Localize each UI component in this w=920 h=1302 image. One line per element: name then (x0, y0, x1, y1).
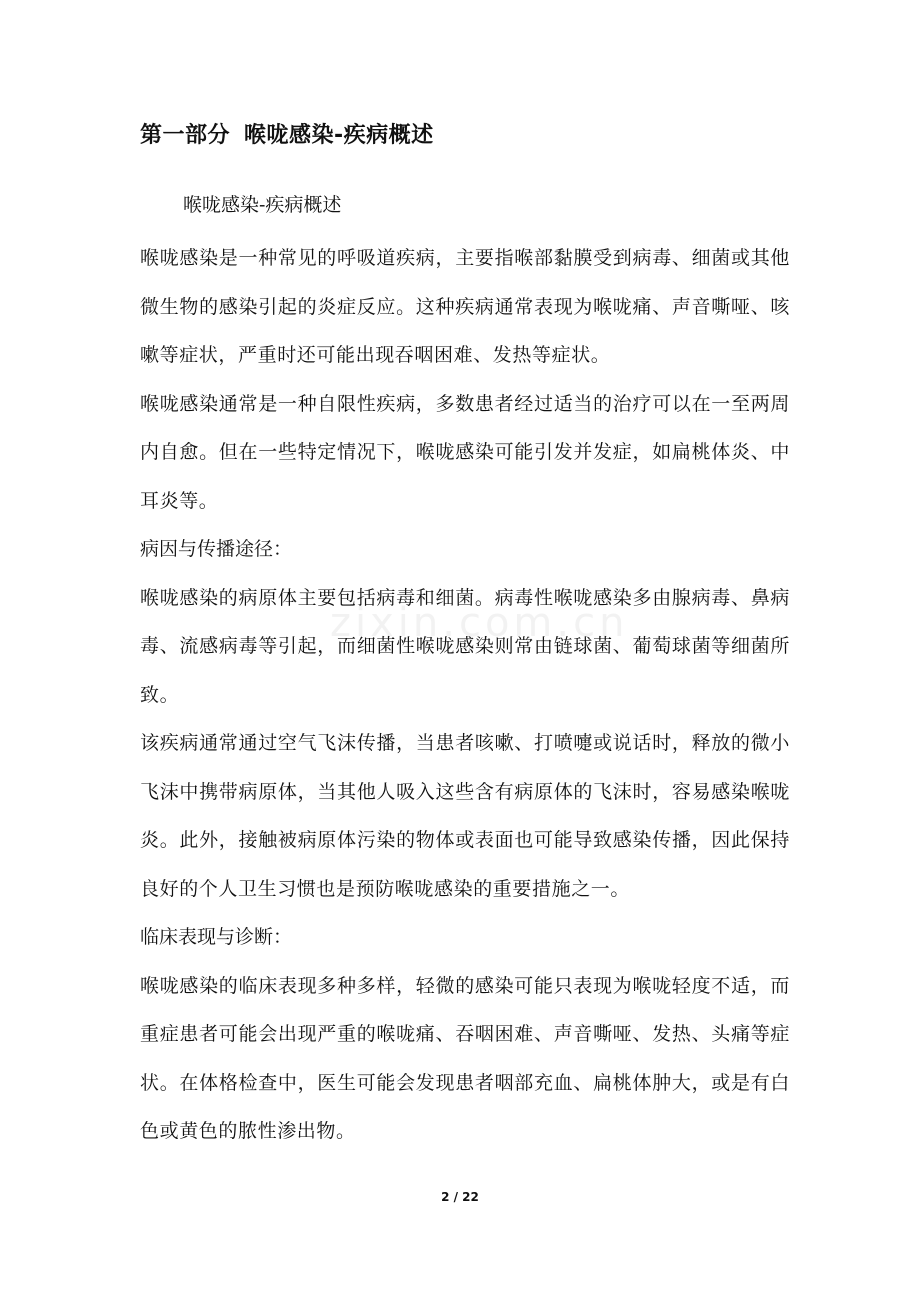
paragraph-prognosis: 喉咙感染通常是一种自限性疾病，多数患者经过适当的治疗可以在一至两周内自愈。但在一些特定情况下，喉咙感染可能引发并发症，如扁桃体炎、中耳炎等。 (140, 392, 790, 512)
paragraph-pathogens: 喉咙感染的病原体主要包括病毒和细菌。病毒性喉咙感染多由腺病毒、鼻病毒、流感病毒等引起，而细菌性喉咙感染则常由链球菌、葡萄球菌等细菌所致。 (140, 586, 790, 706)
section-part-label: 第一部分 (140, 123, 231, 148)
label-cause-transmission: 病因与传播途径： (140, 538, 293, 560)
paragraph-clinical: 喉咙感染的临床表现多种多样，轻微的感染可能只表现为喉咙轻度不适，而重症患者可能会出现严重的喉咙痛、吞咽困难、声音嘶哑、发热、头痛等症状。在体格检查中，医生可能会发现患者咽部充血、扁桃体肿大，或是有白色或黄色的脓性渗出物。 (140, 974, 790, 1142)
body-text (140, 234, 790, 1156)
section-heading (140, 118, 434, 149)
section-title: 喉咙感染-疾病概述 (244, 123, 434, 148)
page-number: 2 / 22 (441, 1190, 479, 1204)
label-clinical-diagnosis: 临床表现与诊断： (140, 926, 293, 948)
paragraph-transmission: 该疾病通常通过空气飞沫传播，当患者咳嗽、打喷嚏或说话时，释放的微小飞沫中携带病原体，当其他人吸入这些含有病原体的飞沫时，容易感染喉咙炎。此外，接触被病原体污染的物体或表面也可能导致感染传播，因此保持良好的个人卫生习惯也是预防喉咙感染的重要措施之一。 (140, 732, 790, 900)
subsection-title: 喉咙感染-疾病概述 (183, 194, 342, 216)
paragraph-intro: 喉咙感染是一种常见的呼吸道疾病，主要指喉部黏膜受到病毒、细菌或其他微生物的感染引起的炎症反应。这种疾病通常表现为喉咙痛、声音嘶哑、咳嗽等症状，严重时还可能出现吞咽困难、发热等症状。 (140, 247, 790, 366)
watermark: zixin.com.cn (330, 600, 629, 646)
